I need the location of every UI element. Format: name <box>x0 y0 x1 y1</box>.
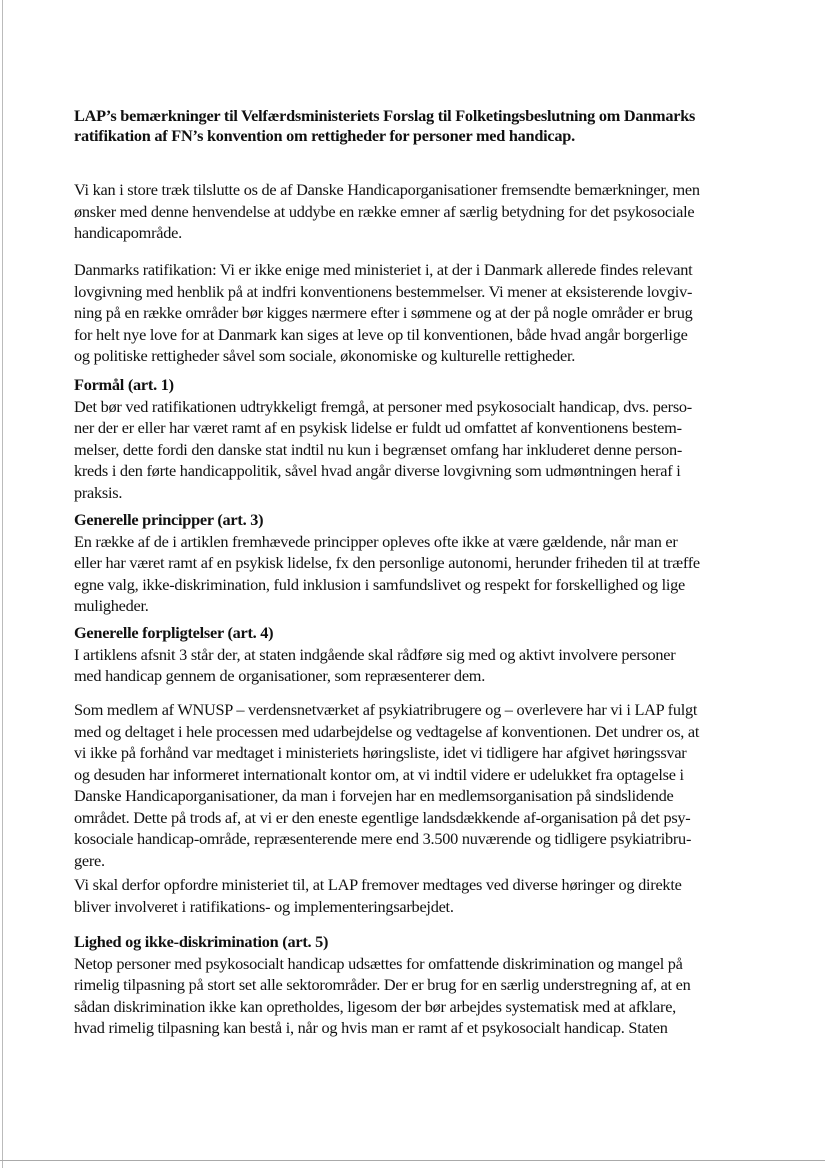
text-line: gere. <box>74 850 105 870</box>
text-line: muligheder. <box>74 596 149 615</box>
text-line: eller har været ramt af en psykisk lidelse, fx den personlige autonomi, herunder friheden til at træffe <box>74 553 700 572</box>
section-heading: Lighed og ikke-diskrimination (art. 5) <box>74 932 329 951</box>
scan-edge-bottom <box>0 1160 825 1161</box>
text-line: Som medlem af WNUSP – verdensnetværket af psykiatribrugere og – overlevere har vi i LAP fulgt <box>74 700 698 719</box>
text-line: handicapområde. <box>74 223 182 242</box>
section-art5 <box>74 931 754 1039</box>
text-line: ønsker med denne henvendelse at uddybe en række emner af særlig betydning for det psykosociale <box>74 201 695 221</box>
intro-paragraph <box>74 179 754 244</box>
appeal-paragraph <box>74 874 754 917</box>
text-line: rimelig tilpasning på stort set alle sektorområder. Der er brug for en særlig understregning af, at en <box>74 975 691 994</box>
ratification-paragraph <box>74 259 754 367</box>
text-line: lovgivning med henblik på at indfri konventionens bestemmelser. Vi mener at eksisterende lovgiv- <box>74 281 693 301</box>
text-line: praksis. <box>74 482 123 502</box>
text-line: området. Dette på trods af, at vi er den eneste egentlige landsdækkende af-organisation på det psy- <box>74 807 691 827</box>
title-line: LAP’s bemærkninger til Velfærdsministeriets Forslag til Folketingsbeslutning om Danmarks <box>74 106 696 125</box>
text-line: En række af de i artiklen fremhævede principper opleves ofte ikke at være gældende, når man er <box>74 531 678 551</box>
document-title <box>74 106 754 146</box>
section-art3 <box>74 509 754 617</box>
text-line: Danmarks ratifikation: Vi er ikke enige med ministeriet i, at der i Danmark allerede findes relevant <box>74 260 693 279</box>
text-line: Danske Handicaporganisationer, da man i forvejen har en medlemsorganisation på sindslidende <box>74 786 674 805</box>
text-line: Det bør ved ratifikationen udtrykkeligt fremgå, at personer med psykosocialt handicap, dvs. perso- <box>74 396 692 416</box>
text-line: og politiske rettigheder såvel som sociale, økonomiske og kulturelle rettigheder. <box>74 346 576 365</box>
text-line: Vi skal derfor opfordre ministeriet til, at LAP fremover medtages ved diverse høringer og direkte <box>74 875 682 894</box>
text-line: ner der er eller har været ramt af en psykisk lidelse er fuldt ud omfattet af konventionens bestem- <box>74 418 682 437</box>
text-line: hvad rimelig tilpasning kan bestå i, når og hvis man er ramt af et psykosocialt handicap. Staten <box>74 1018 668 1037</box>
text-line: med og deltaget i hele processen med udarbejdelse og vedtagelse af konventionen. Det undrer os, at <box>74 721 700 741</box>
section-art4 <box>74 622 754 687</box>
section-art1 <box>74 374 754 503</box>
text-line: Vi kan i store træk tilslutte os de af Danske Handicaporganisationer fremsendte bemærkninger, men <box>74 180 700 199</box>
text-line: med handicap gennem de organisationer, som repræsenterer dem. <box>74 666 486 685</box>
text-line: kosociale handicap-område, repræsenterende mere end 3.500 nuværende og tidligere psykiatribru- <box>74 829 692 848</box>
text-line: vi ikke på forhånd var medtaget i ministeriets høringsliste, idet vi tidligere har afgivet høringssvar <box>74 743 687 762</box>
text-line: egne valg, ikke-diskrimination, fuld inklusion i samfundslivet og respekt for forskellighed og lige <box>74 574 686 594</box>
text-line: Netop personer med psykosocialt handicap udsættes for omfattende diskrimination og mangel på <box>74 953 683 973</box>
section-heading: Generelle principper (art. 3) <box>74 510 264 529</box>
text-line: og desuden har informeret internationalt kontor om, at vi indtil videre er udelukket fra optagelse i <box>74 764 684 784</box>
scan-edge-left <box>2 0 3 1168</box>
title-line: ratifikation af FN’s konvention om rettigheder for personer med handicap. <box>74 126 575 145</box>
text-line: melser, dette fordi den danske stat indtil nu kun i begrænset omfang har inkluderet denne person- <box>74 439 683 459</box>
text-line: kreds i den førte handicappolitik, såvel hvad angår diverse lovgivning som udmøntningen heraf i <box>74 461 681 480</box>
section-heading: Generelle forpligtelser (art. 4) <box>74 623 274 642</box>
text-line: for helt nye love for at Danmark kan siges at leve op til konventionen, både hvad angår borgerlige <box>74 324 688 344</box>
text-line: ning på en række områder bør kigges nærmere efter i sømmene og at der på nogle områder er brug <box>74 303 693 322</box>
text-line: I artiklens afsnit 3 står der, at staten indgående skal rådføre sig med og aktivt involvere personer <box>74 644 676 664</box>
wnusp-paragraph <box>74 699 754 871</box>
section-heading: Formål (art. 1) <box>74 375 174 394</box>
text-line: sådan diskrimination ikke kan opretholdes, ligesom der bør arbejdes systematisk med at afklare, <box>74 996 677 1016</box>
text-line: bliver involveret i ratifikations- og implementeringsarbejdet. <box>74 896 454 916</box>
